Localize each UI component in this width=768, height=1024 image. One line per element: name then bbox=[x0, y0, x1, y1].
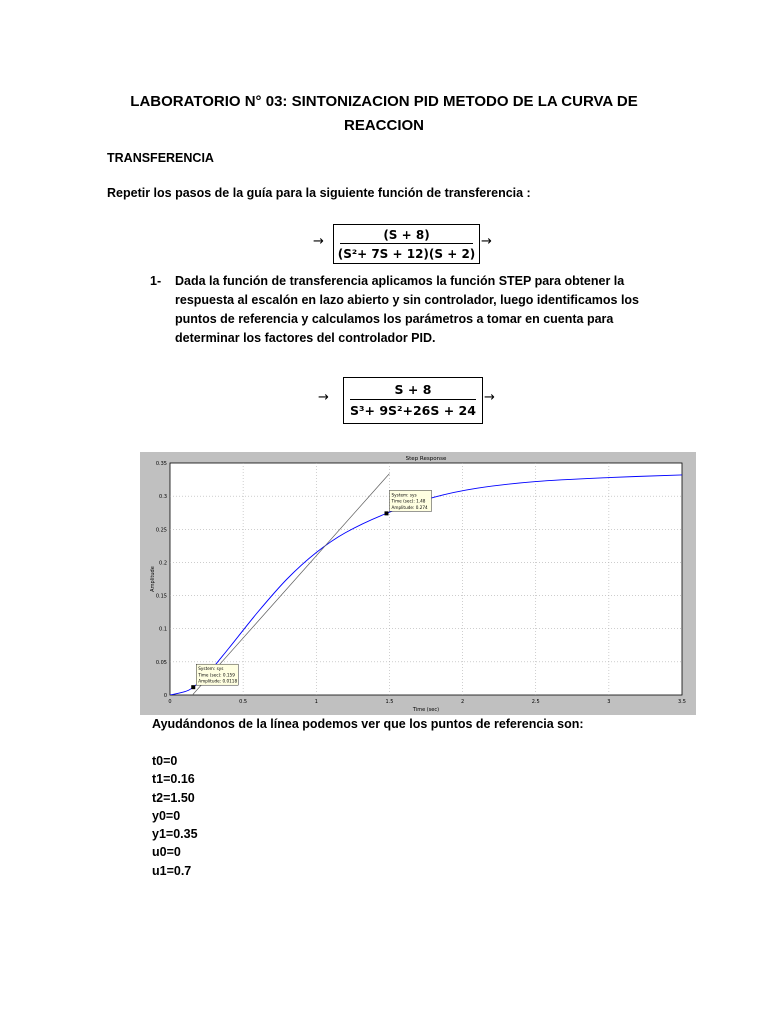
transfer-function-block bbox=[333, 224, 480, 264]
datatip-line: System: sys bbox=[391, 492, 417, 498]
y-tick-label: 0.25 bbox=[155, 527, 167, 534]
step-number: 1- bbox=[150, 274, 162, 288]
step-text: Dada la función de transferencia aplicamos la función STEP para obtener la respuesta al escalón en lazo abierto y sin controlador, luego identificamos los puntos de referencia y calculamos los parámetros a tomar en cuenta para determinar los factores del controlador PID. bbox=[175, 274, 640, 345]
transfer-function-block-expanded bbox=[343, 377, 483, 424]
tf-denominator: S³+ 9S²+26S + 24 bbox=[350, 403, 476, 418]
y-tick-label: 0.15 bbox=[155, 593, 167, 600]
tf-numerator: (S + 8) bbox=[340, 225, 473, 244]
datatip-line: System: sys bbox=[198, 666, 224, 672]
y-tick-label: 0 bbox=[163, 693, 167, 699]
reference-point: t1=0.16 bbox=[152, 772, 195, 787]
step-response-chart bbox=[140, 452, 696, 715]
x-tick-label: 2 bbox=[460, 699, 465, 705]
output-arrow-icon: → bbox=[481, 234, 492, 249]
intro-paragraph: Repetir los pasos de la guía para la siguiente función de transferencia : bbox=[107, 186, 531, 200]
tf-numerator: S + 8 bbox=[350, 378, 476, 400]
section-heading: TRANSFERENCIA bbox=[107, 151, 214, 165]
reference-point: u1=0.7 bbox=[152, 863, 192, 878]
reference-point: u0=0 bbox=[152, 845, 181, 860]
y-tick-label: 0.2 bbox=[159, 560, 167, 567]
datatip-line: Time (sec): 1.48 bbox=[391, 498, 426, 504]
reference-point: y1=0.35 bbox=[152, 827, 198, 842]
datatip-line: Amplitude: 0.0118 bbox=[198, 678, 238, 684]
x-tick-label: 1.5 bbox=[385, 699, 394, 705]
datatip-marker bbox=[191, 685, 195, 689]
chart-title: Step Response bbox=[405, 456, 447, 462]
step-response-figure bbox=[140, 452, 696, 715]
reference-points-list bbox=[152, 752, 198, 880]
x-tick-label: 3.5 bbox=[678, 699, 686, 705]
y-tick-label: 0.05 bbox=[155, 659, 167, 666]
y-tick-label: 0.3 bbox=[159, 494, 167, 501]
input-arrow-icon: → bbox=[318, 390, 329, 405]
document-title: LABORATORIO N° 03: SINTONIZACION PID METODO DE LA CURVA DE REACCION bbox=[130, 93, 638, 134]
datatip-line: Time (sec): 0.159 bbox=[198, 672, 235, 678]
datatip-marker bbox=[385, 511, 389, 515]
x-tick-label: 2.5 bbox=[531, 699, 540, 705]
tf-denominator: (S²+ 7S + 12)(S + 2) bbox=[337, 247, 476, 261]
y-axis-label: Amplitude bbox=[150, 566, 156, 592]
reference-point: t0=0 bbox=[152, 754, 178, 768]
x-tick-label: 0.5 bbox=[239, 699, 248, 705]
datatip-line: Amplitude: 0.274 bbox=[391, 504, 428, 510]
x-tick-label: 1 bbox=[314, 699, 318, 705]
y-tick-label: 0.35 bbox=[155, 461, 167, 467]
reference-point: y0=0 bbox=[152, 808, 181, 823]
reference-point: t2=1.50 bbox=[152, 790, 195, 805]
y-tick-label: 0.1 bbox=[159, 626, 167, 633]
output-arrow-icon: → bbox=[484, 390, 495, 405]
x-tick-label: 0 bbox=[168, 699, 172, 705]
reference-points-intro: Ayudándonos de la línea podemos ver que los puntos de referencia son: bbox=[152, 717, 584, 731]
input-arrow-icon: → bbox=[313, 234, 324, 249]
x-tick-label: 3 bbox=[607, 699, 611, 705]
x-axis-label: Time (sec) bbox=[412, 707, 440, 713]
